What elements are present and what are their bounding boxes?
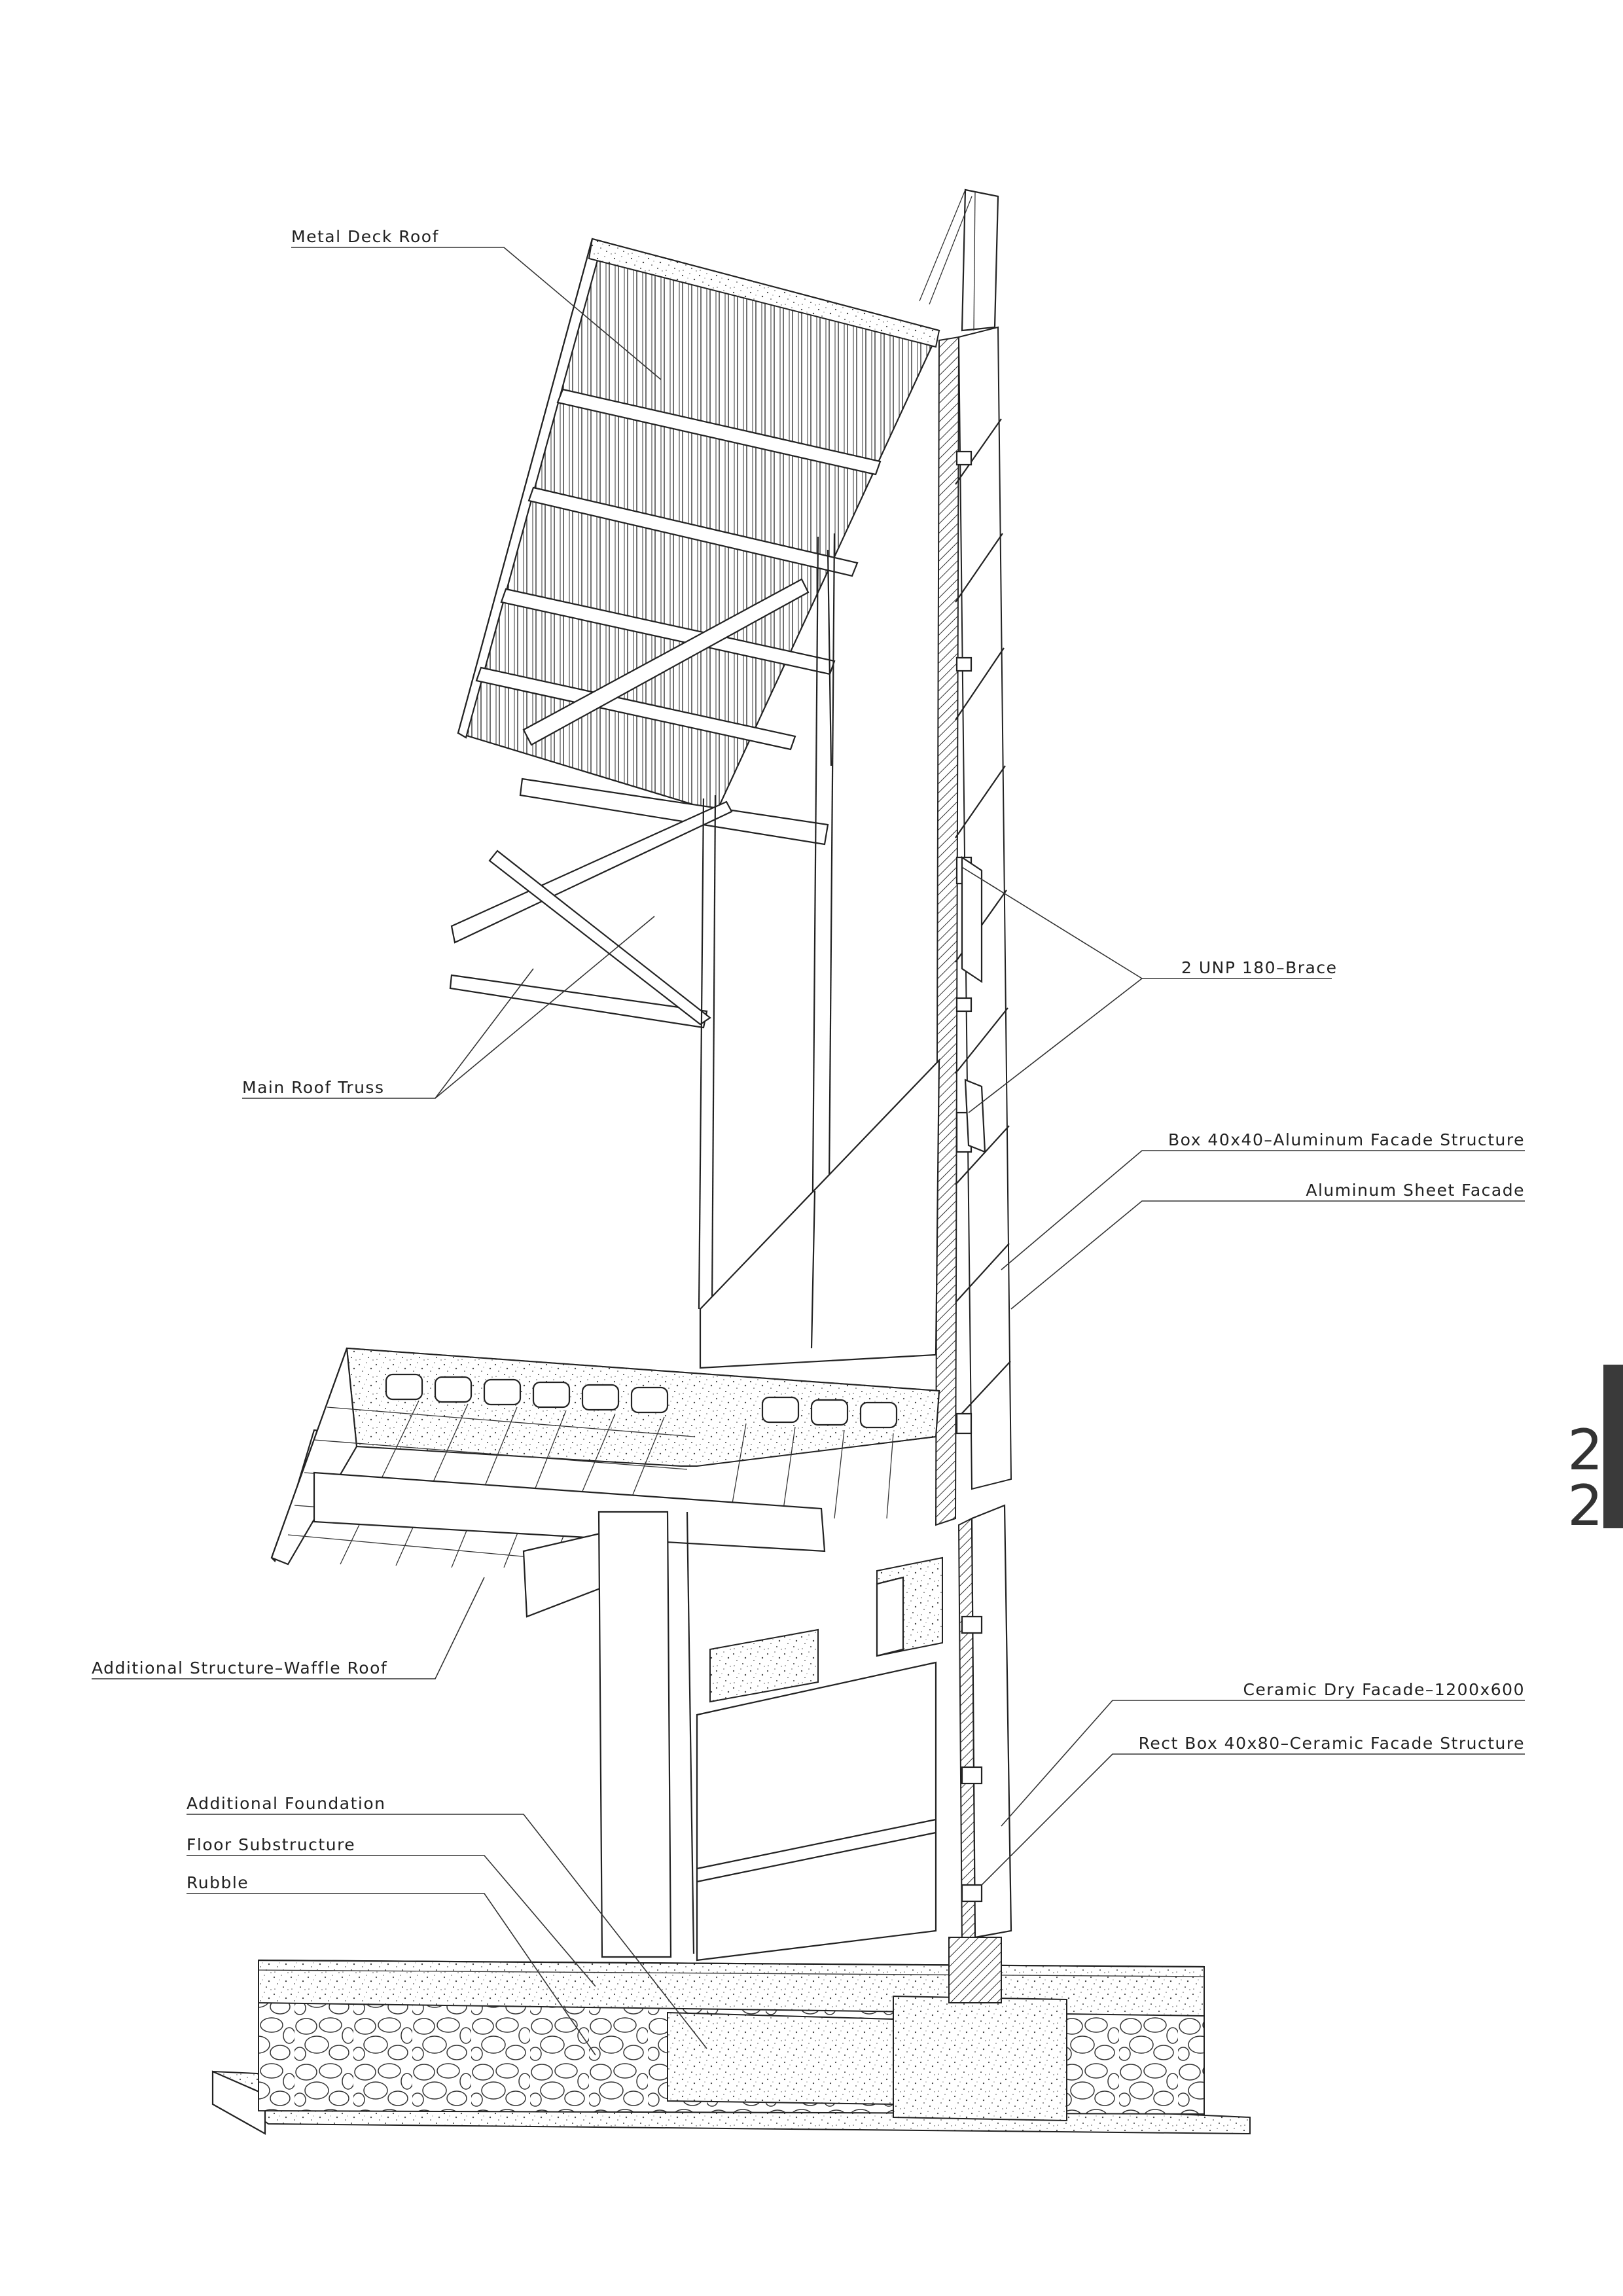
label-ceramic-dry-facade: Ceramic Dry Facade–1200x600 [1243,1680,1525,1699]
page-number-tab [1567,1365,1623,1539]
label-ceramic-facade-structure: Rect Box 40x80–Ceramic Facade Structure [1138,1734,1525,1753]
label-rubble: Rubble [187,1873,249,1892]
page-number-top: 2 [1567,1418,1603,1483]
label-brace: 2 UNP 180–Brace [1181,958,1338,977]
label-aluminum-facade-structure: Box 40x40–Aluminum Facade Structure [1168,1130,1525,1149]
label-main-roof-truss: Main Roof Truss [242,1078,385,1097]
page-tab-bar [1603,1365,1623,1528]
label-floor-substructure: Floor Substructure [187,1835,356,1854]
page-number-bottom: 2 [1567,1473,1603,1539]
label-waffle-roof: Additional Structure–Waffle Roof [92,1659,388,1677]
label-aluminum-sheet-facade: Aluminum Sheet Facade [1306,1181,1525,1200]
label-metal-deck-roof: Metal Deck Roof [291,227,439,246]
foundation [213,1937,1250,2134]
label-additional-foundation: Additional Foundation [187,1794,386,1813]
lower-structure [599,1505,1011,1960]
